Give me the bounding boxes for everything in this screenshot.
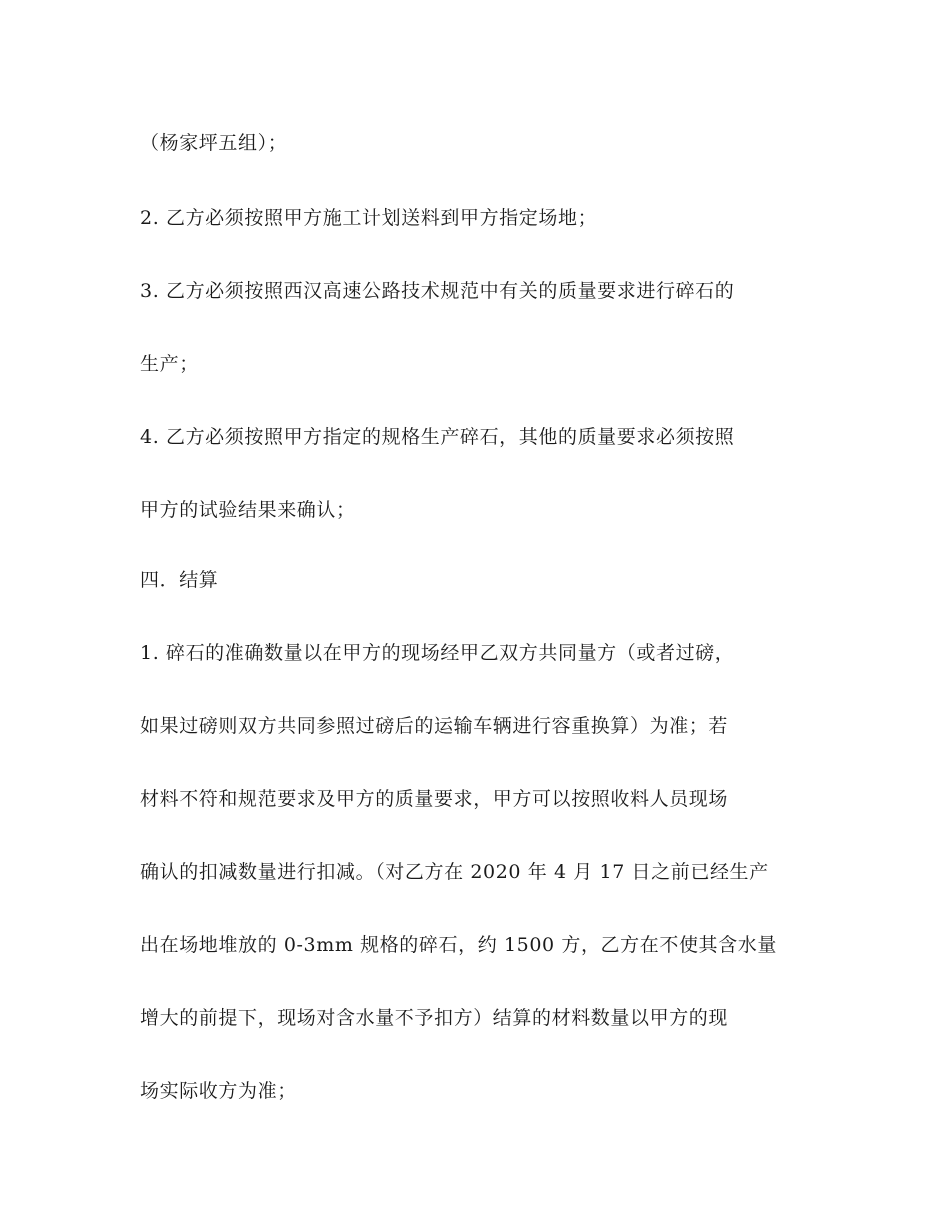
text-line: （杨家坪五组）； [140,132,288,154]
text-line: 1. 碎石的准确数量以在甲方的现场经甲乙双方共同量方（或者过磅， [140,642,735,664]
text-line: 材料不符和规范要求及甲方的质量要求，甲方可以按照收料人员现场 [140,788,729,810]
text-line: 生产； [140,353,199,375]
text-line: 确认的扣减数量进行扣减。（对乙方在 2020 年 4 月 17 日之前已经生产 [140,861,769,883]
text-line: 增大的前提下，现场对含水量不予扣方）结算的材料数量以甲方的现 [140,1007,729,1029]
text-line: 2. 乙方必须按照甲方施工计划送料到甲方指定场地； [140,207,598,229]
text-line: 4. 乙方必须按照甲方指定的规格生产碎石，其他的质量要求必须按照 [140,426,735,448]
text-line: 出在场地堆放的 0-3mm 规格的碎石，约 1500 方，乙方在不使其含水量 [140,934,777,956]
text-line: 如果过磅则双方共同参照过磅后的运输车辆进行容重换算）为准；若 [140,715,729,737]
section-heading: 四．结算 [140,569,219,591]
text-line: 3. 乙方必须按照西汉高速公路技术规范中有关的质量要求进行碎石的 [140,280,735,302]
text-line: 甲方的试验结果来确认； [140,499,356,521]
text-line: 场实际收方为准； [140,1080,297,1102]
